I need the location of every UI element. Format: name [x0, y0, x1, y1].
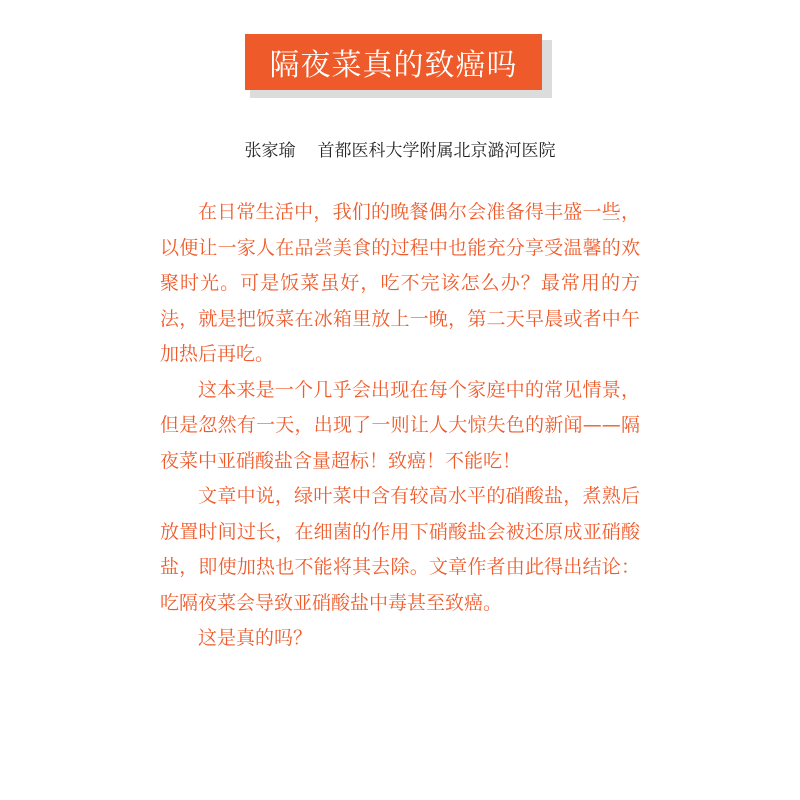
page-title: 隔夜菜真的致癌吗 — [269, 48, 518, 83]
paragraph-4: 这是真的吗？ — [198, 627, 313, 649]
author-name: 张家瑜 — [244, 141, 296, 161]
author-affiliation: 首都医科大学附属北京潞河医院 — [317, 141, 556, 161]
article-body — [160, 195, 640, 657]
paragraph-1: 在日常生活中，我们的晚餐偶尔会准备得丰盛一些，以便让一家人在品尝美食的过程中也能充分享受温馨的欢聚时光。可是饭菜虽好，吃不完该怎么办？最常用的方法，就是把饭菜在冰箱里放上一晚，第二天早晨或者中午加热后再吃。 — [160, 201, 640, 365]
title-banner — [245, 34, 542, 90]
paragraph-2: 这本来是一个几乎会出现在每个家庭中的常见情景，但是忽然有一天，出现了一则让人大惊失色的新闻——隔夜菜中亚硝酸盐含量超标！致癌！不能吃！ — [160, 378, 640, 472]
byline — [0, 136, 800, 161]
paragraph-3: 文章中说，绿叶菜中含有较高水平的硝酸盐，煮熟后放置时间过长，在细菌的作用下硝酸盐会被还原成亚硝酸盐，即使加热也不能将其去除。文章作者由此得出结论：吃隔夜菜会导致亚硝酸盐中毒甚至致癌。 — [160, 485, 640, 614]
